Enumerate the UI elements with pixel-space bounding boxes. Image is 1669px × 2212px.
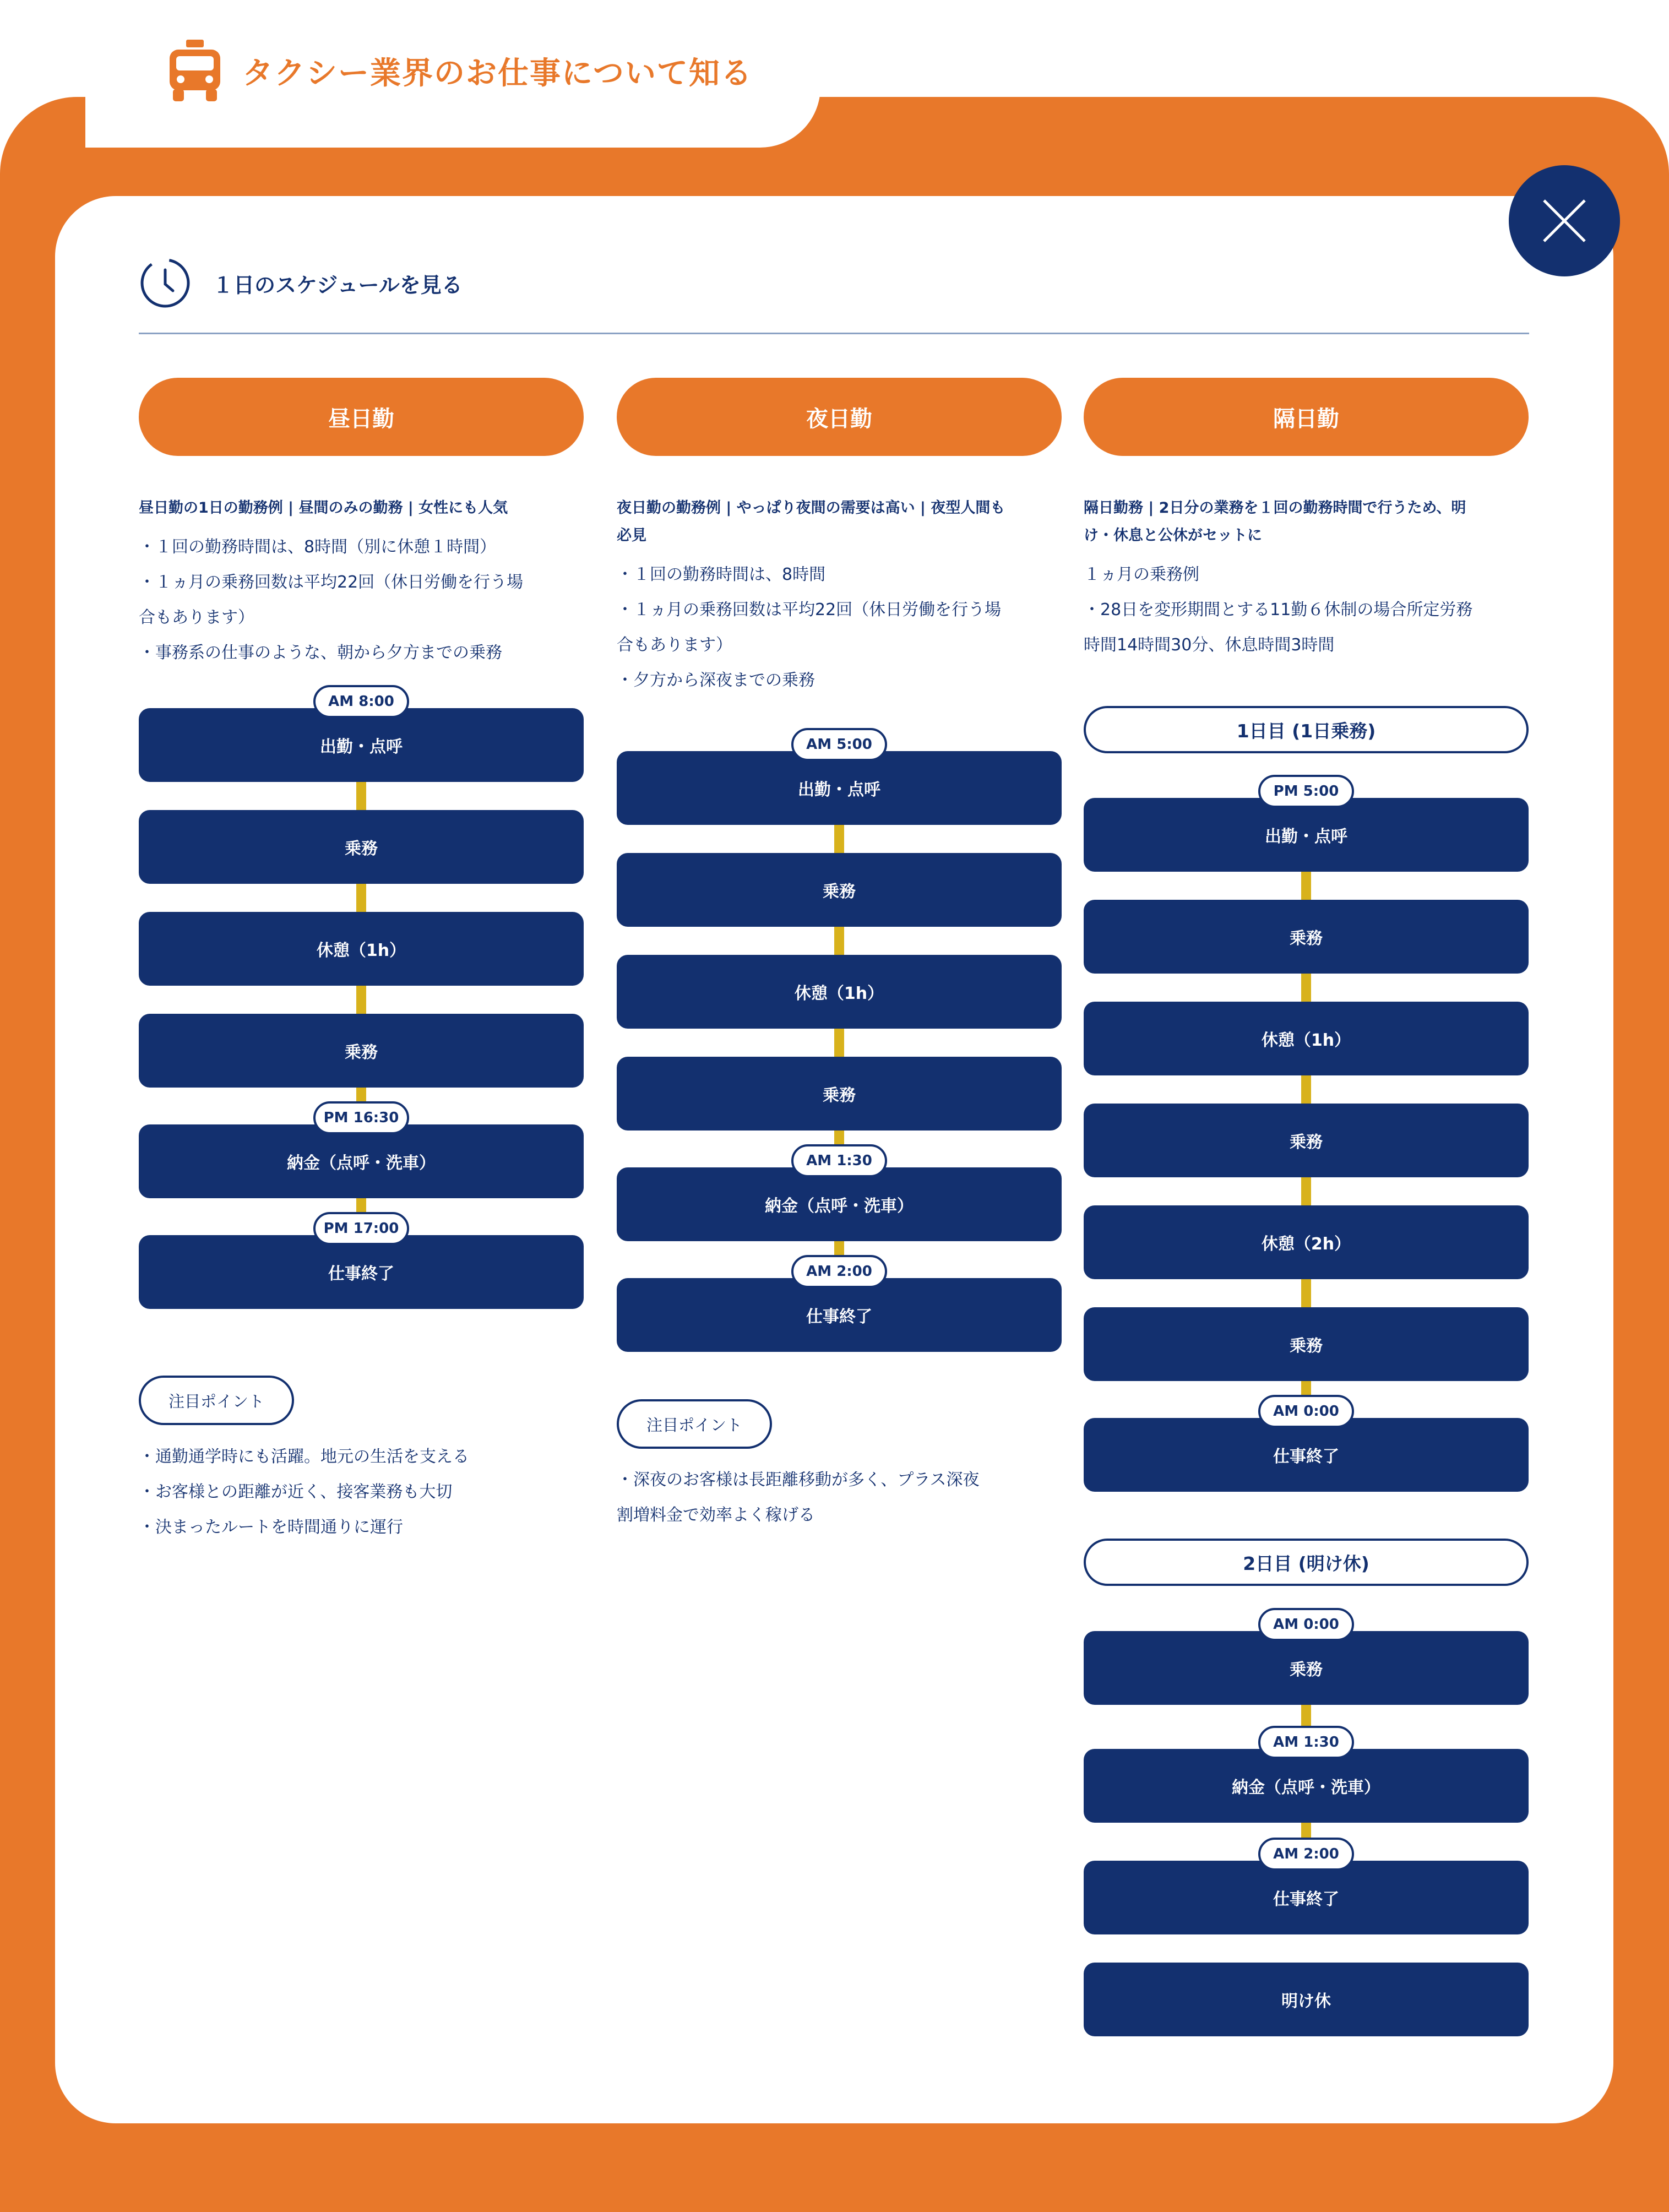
list-item: ・事務系の仕事のような、朝から夕方までの乗務 bbox=[139, 643, 502, 662]
schedule-step: 仕事終了 bbox=[1084, 1418, 1529, 1492]
day-shift-description bbox=[139, 530, 584, 671]
schedule-step: 休憩（2h） bbox=[1084, 1205, 1529, 1279]
subtitle-line: 必見 bbox=[617, 527, 646, 544]
day-shift-tab[interactable]: 昼日勤 bbox=[139, 378, 584, 456]
column-day-shift bbox=[139, 378, 584, 1537]
night-shift-points bbox=[617, 1463, 1062, 1533]
schedule-step: 納金（点呼・洗車） bbox=[1084, 1749, 1529, 1823]
list-item: 合もあります） bbox=[617, 635, 732, 655]
time-badge: AM 8:00 bbox=[313, 685, 409, 718]
time-badge: AM 2:00 bbox=[1258, 1838, 1354, 1871]
schedule-step: 乗務 bbox=[139, 810, 584, 884]
list-item: ・１ヵ月の乗務回数は平均22回（休日労働を行う場 bbox=[139, 573, 524, 592]
close-icon bbox=[1540, 196, 1589, 246]
section-title: １日のスケジュールを見る bbox=[213, 273, 463, 297]
schedule-step: 乗務 bbox=[1084, 900, 1529, 974]
schedule-step: 仕事終了 bbox=[1084, 1861, 1529, 1934]
schedule-step: 乗務 bbox=[1084, 1307, 1529, 1381]
list-item: ・決まったルートを時間通りに運行 bbox=[139, 1518, 403, 1537]
schedule-step: 出勤・点呼 bbox=[1084, 798, 1529, 872]
time-badge: AM 1:30 bbox=[1258, 1726, 1354, 1759]
night-shift-tab[interactable]: 夜日勤 bbox=[617, 378, 1062, 456]
day2-label: 2日目 (明け休) bbox=[1084, 1539, 1529, 1586]
subtitle-line: 隔日勤務 | 2日分の業務を１回の勤務時間で行うため、明 bbox=[1084, 499, 1466, 517]
schedule-step: 乗務 bbox=[1084, 1104, 1529, 1177]
time-badge: PM 17:00 bbox=[313, 1212, 409, 1245]
time-badge: AM 1:30 bbox=[791, 1144, 887, 1177]
column-alternate-shift bbox=[1084, 378, 1529, 2011]
time-badge: AM 2:00 bbox=[791, 1255, 887, 1288]
schedule-step: 乗務 bbox=[139, 1014, 584, 1088]
alternate-shift-subtitle bbox=[1084, 494, 1529, 550]
time-badge: AM 5:00 bbox=[791, 728, 887, 761]
list-item: ・夕方から深夜までの乗務 bbox=[617, 671, 815, 690]
header bbox=[165, 39, 753, 104]
list-item: ・お客様との距離が近く、接客業務も大切 bbox=[139, 1482, 453, 1502]
schedule-step: 休憩（1h） bbox=[1084, 1002, 1529, 1075]
schedule-step: 納金（点呼・洗車） bbox=[617, 1167, 1062, 1241]
night-shift-description bbox=[617, 557, 1062, 698]
time-badge: PM 5:00 bbox=[1258, 775, 1354, 808]
alternate-shift-description bbox=[1084, 557, 1529, 663]
list-item: 時間14時間30分、休息時間3時間 bbox=[1084, 635, 1335, 655]
day1-label: 1日目 (1日乗務) bbox=[1084, 706, 1529, 753]
list-item: ・深夜のお客様は長距離移動が多く、プラス深夜 bbox=[617, 1470, 980, 1490]
subtitle-line: け・休息と公休がセットに bbox=[1084, 527, 1262, 544]
schedule-step: 納金（点呼・洗車） bbox=[139, 1124, 584, 1198]
point-badge: 注目ポイント bbox=[617, 1399, 772, 1449]
list-item: 割増料金で効率よく稼げる bbox=[617, 1506, 815, 1525]
schedule-step: 仕事終了 bbox=[617, 1278, 1062, 1352]
list-item: ・１回の勤務時間は、8時間 bbox=[617, 565, 826, 584]
day-shift-points bbox=[139, 1439, 584, 1545]
alternate-shift-tab[interactable]: 隔日勤 bbox=[1084, 378, 1529, 456]
close-button[interactable] bbox=[1509, 165, 1620, 276]
time-badge: AM 0:00 bbox=[1258, 1608, 1354, 1641]
schedule-step: 仕事終了 bbox=[139, 1235, 584, 1309]
list-item: ・１回の勤務時間は、8時間（別に休憩１時間） bbox=[139, 537, 497, 557]
column-night-shift bbox=[617, 378, 1062, 1525]
day-shift-subtitle: 昼日勤の1日の勤務例 | 昼間のみの勤務 | 女性にも人気 bbox=[139, 499, 508, 517]
schedule-step: 乗務 bbox=[617, 853, 1062, 927]
list-item: ・通勤通学時にも活躍。地元の生活を支える bbox=[139, 1447, 469, 1466]
subtitle-line: 夜日勤の勤務例 | やっぱり夜間の需要は高い | 夜型人間も bbox=[617, 499, 1005, 517]
night-shift-subtitle bbox=[617, 494, 1062, 550]
clock-icon bbox=[139, 257, 192, 309]
schedule-step: 乗務 bbox=[617, 1057, 1062, 1131]
section-heading bbox=[139, 257, 463, 309]
time-badge: AM 0:00 bbox=[1258, 1395, 1354, 1428]
list-item: ・１ヵ月の乗務回数は平均22回（休日労働を行う場 bbox=[617, 600, 1002, 619]
schedule-step: 休憩（1h） bbox=[617, 955, 1062, 1029]
list-item: 合もあります） bbox=[139, 608, 254, 627]
taxi-icon bbox=[165, 39, 225, 104]
page-title: タクシー業界のお仕事について知る bbox=[242, 56, 753, 91]
schedule-step: 出勤・点呼 bbox=[617, 751, 1062, 825]
schedule-step: 乗務 bbox=[1084, 1631, 1529, 1705]
list-item: １ヵ月の乗務例 bbox=[1084, 565, 1199, 584]
schedule-step: 明け休 bbox=[1084, 1963, 1529, 2036]
time-badge: PM 16:30 bbox=[313, 1101, 409, 1134]
list-item: ・28日を変形期間とする11勤６休制の場合所定労務 bbox=[1084, 600, 1473, 619]
schedule-step: 出勤・点呼 bbox=[139, 708, 584, 782]
point-badge: 注目ポイント bbox=[139, 1376, 294, 1425]
schedule-step: 休憩（1h） bbox=[139, 912, 584, 986]
divider bbox=[139, 333, 1529, 334]
